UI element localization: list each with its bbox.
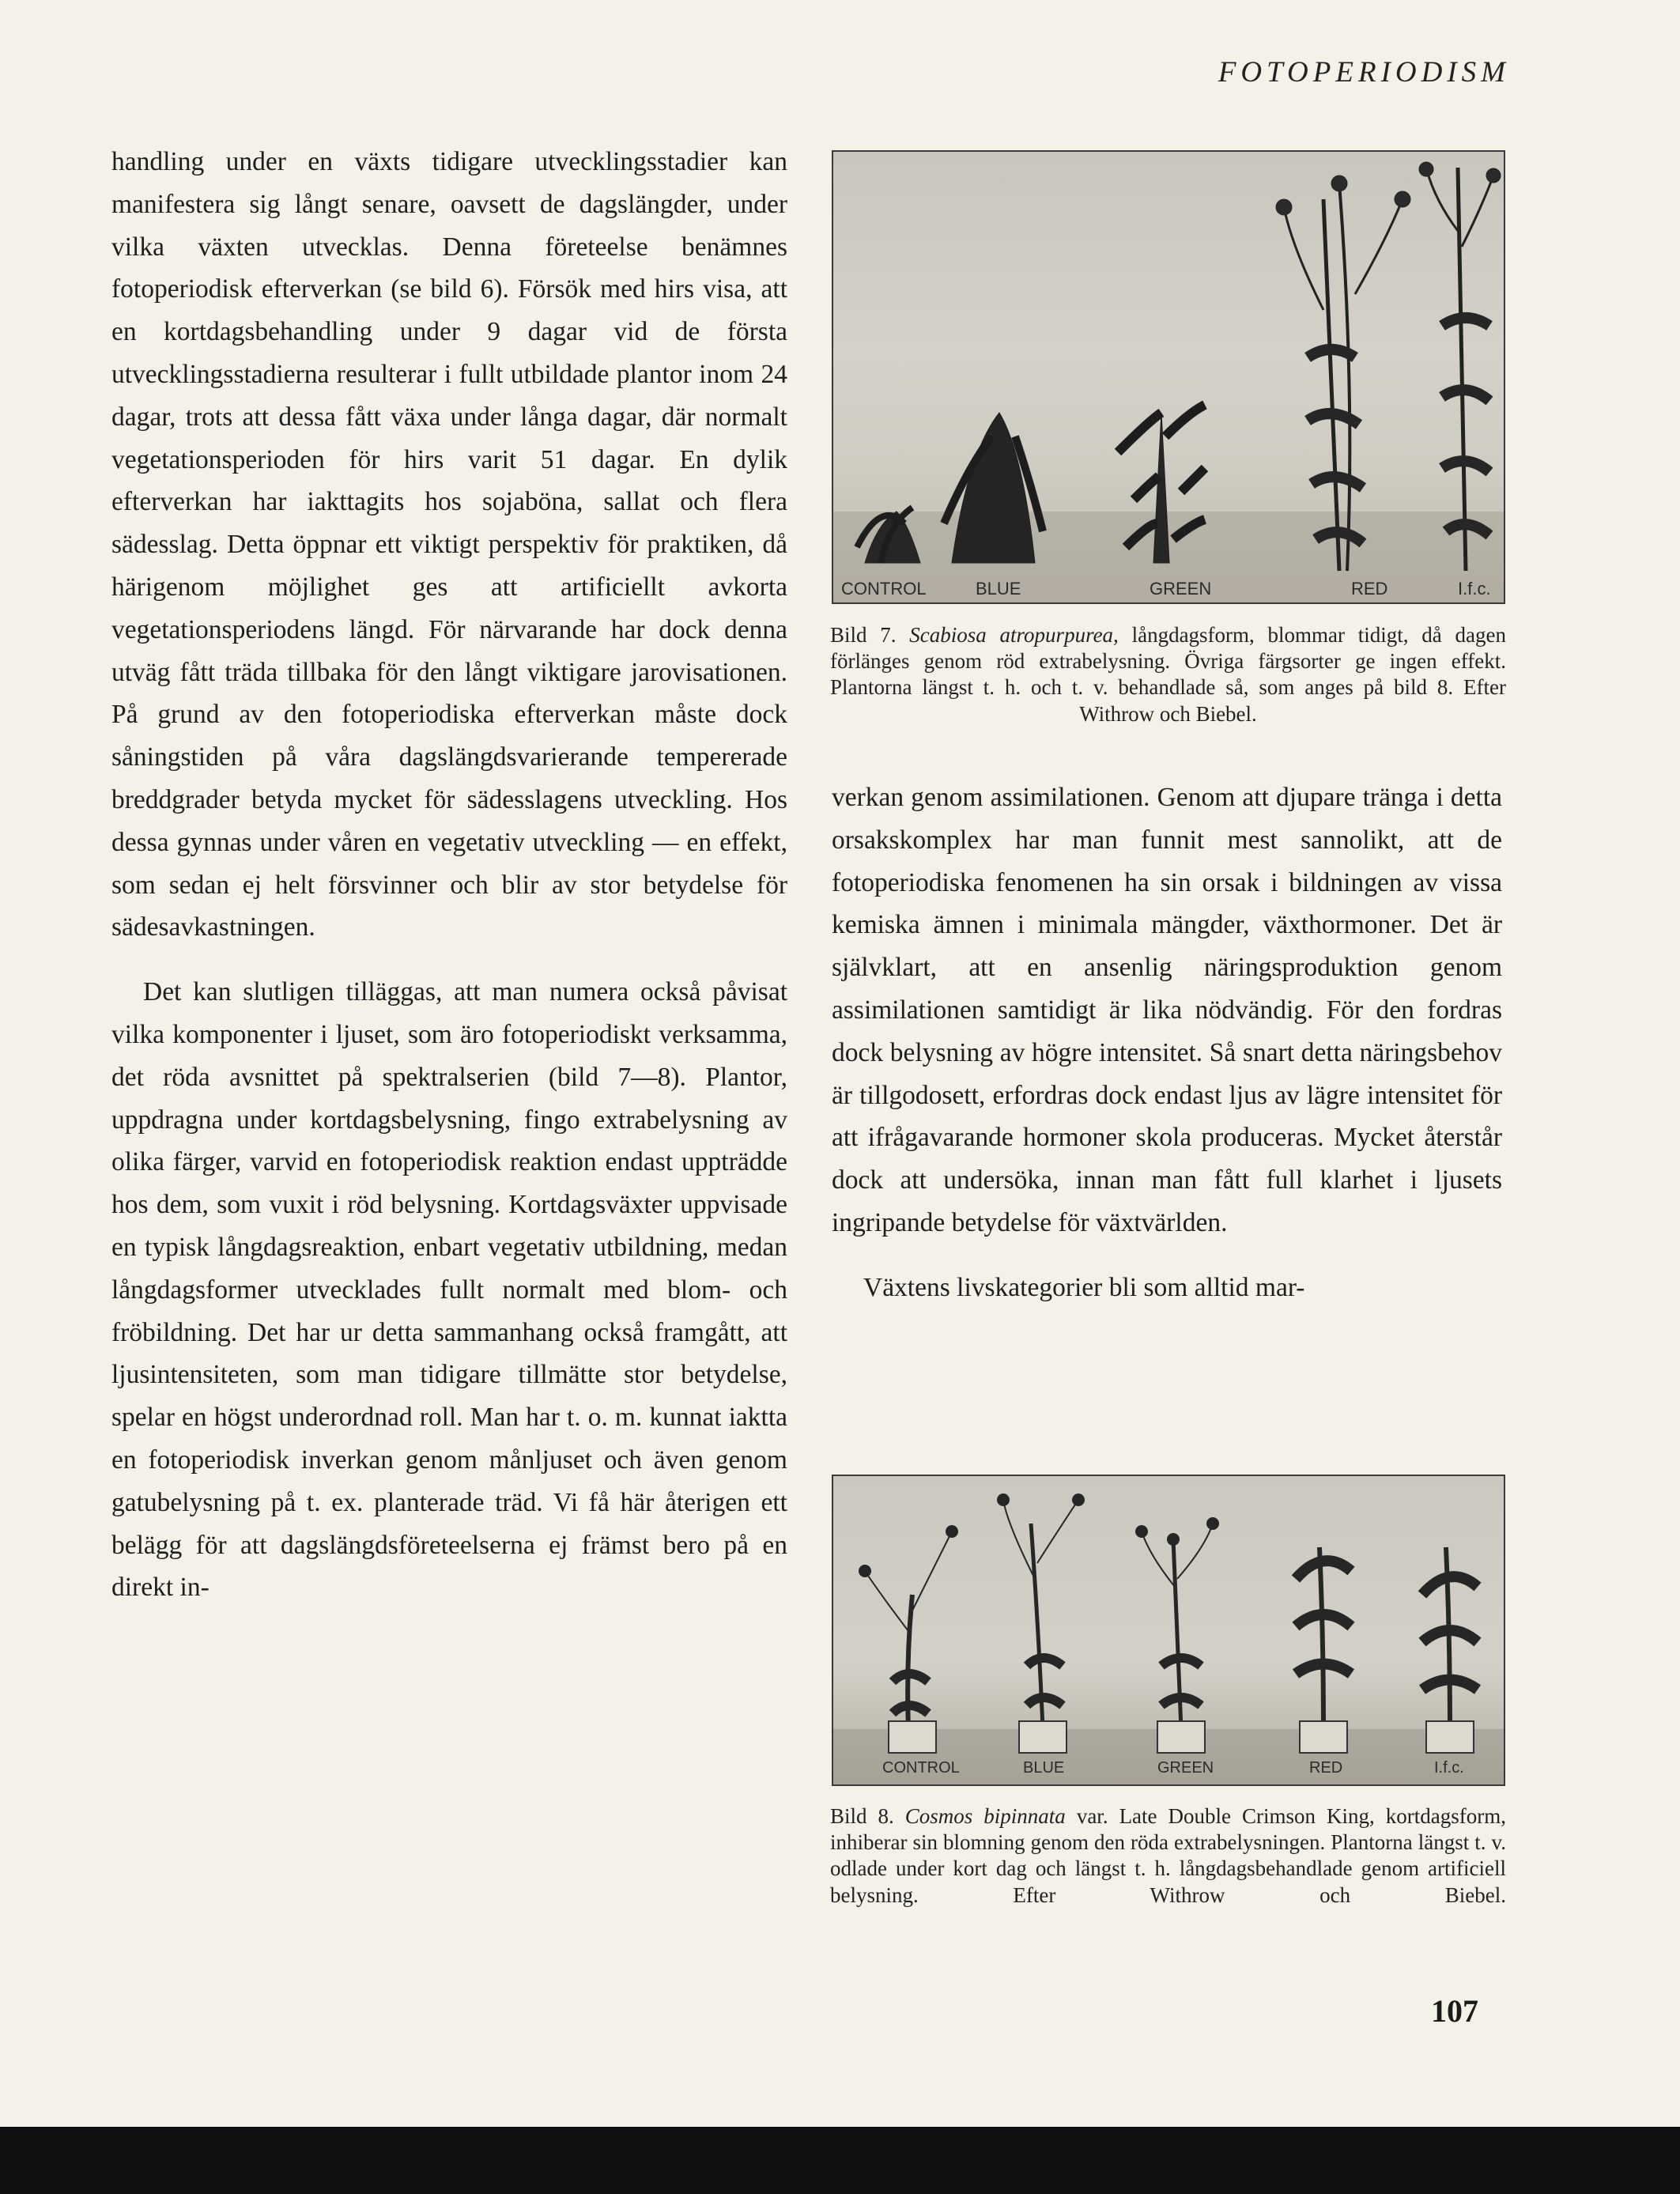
fig1-label-red: RED [1351, 579, 1388, 599]
page-number: 107 [1431, 1993, 1478, 2029]
fig1-label-green: GREEN [1150, 579, 1212, 599]
page-bottom-edge [0, 2127, 1680, 2194]
cosmos-plant-control [865, 1531, 952, 1753]
fig2-label-green: GREEN [1157, 1759, 1214, 1777]
figure-1-caption [830, 622, 1506, 727]
plant-blue [944, 413, 1043, 563]
running-header: FOTOPERIODISM [1218, 56, 1510, 89]
figure-2-caption-lead: Bild 8. [830, 1804, 894, 1828]
fig2-label-control: CONTROL [882, 1759, 960, 1777]
fig1-label-blue: BLUE [976, 579, 1021, 599]
fig2-label-lfc: I.f.c. [1434, 1759, 1464, 1777]
figure-2-photo [832, 1475, 1505, 1786]
figure-2-caption [830, 1803, 1506, 1909]
fig1-label-control: CONTROL [841, 579, 927, 599]
right-paragraph-1: verkan genom assimilationen. Genom att djupare tränga i detta orsakskomplex har man funnit mest sannolikt, att de fotoperiodiska fenomenen ha sin orsak i bildningen av vissa kemiska ämnen i minimala mängder, växthormoner. Det är självklart, att en ansenlig näringsproduktion genom assimilationen samtidigt är lika nödvändig. För den fordras dock belysning av högre intensitet. Så snart detta näringsbehov är tillgodosett, erfordras dock endast ljus av lägre intensitet för att ifrågavarande hormoner skola produceras. Mycket återstår dock att undersöka, innan man fått full klarhet i ljusets ingripande betydelse för växtvärlden. [832, 783, 1502, 1237]
figure-1-photo [832, 150, 1505, 604]
left-paragraph-1: handling under en växts tidigare utvecklingsstadier kan manifestera sig långt senare, oavsett de dagslängder, under vilka växten utvecklas. Denna företeelse benämnes fotoperiodisk efterverkan (se bild 6). Försök med hirs visa, att en kortdagsbehandling under 9 dagar vid de första utvecklingsstadierna resulterar i fullt utbildade plantor inom 24 dagar, trots att dessa fått växa under långa dagar, där normalt vegetationsperioden för hirs varit 51 dagar. En dylik efterverkan har iakttagits hos sojaböna, sallat och flera sädesslag. Detta öppnar ett viktigt perspektiv för praktiken, då härigenom möjlighet ges att artificiellt avkorta vegetationsperiodens längd. För närvarande har dock denna utväg fått träda tillbaka för den långt viktigare jarovisationen. På grund av den fotoperiodiska efterverkan måste dock såningstiden på våra dagslängdsvarierande tempererade breddgrader betyda mycket för sädesslagens utveckling. Hos dessa gynnas under våren en vegetativ utveckling — en effekt, som sedan ej helt försvinner och blir av stor betydelse för sädesavkastningen. [111, 147, 787, 942]
cosmos-plant-red [1296, 1547, 1351, 1753]
fig2-label-blue: BLUE [1023, 1759, 1065, 1777]
figure-1-caption-species: Scabiosa atropurpurea, [909, 623, 1119, 647]
right-column [832, 776, 1502, 1309]
figure-2-caption-species: Cosmos bipinnata [904, 1804, 1066, 1828]
fig2-label-red: RED [1309, 1759, 1343, 1777]
cosmos-plant-blue [1003, 1500, 1078, 1753]
figure-2-caption-text: var. Late Double Crimson King, kortdagsform, inhiberar sin blomning genom den röda extrabelysningen. Plantorna längst t. v. odlade under kort dag och längst t. h. långdagsbehandlade genom artificiell belysning. Efter Withrow och Biebel. [830, 1804, 1507, 1907]
figure-1-caption-text: långdagsform, blommar tidigt, då dagen förlänges genom röd extrabelysning. Övriga färgsorter ge ingen effekt. Plantorna längst t. h. och t. v. behandlade så, som anges på bild 8. Efter Withrow och Biebel. [830, 623, 1507, 726]
left-column [111, 141, 787, 1609]
fig1-label-lfc: I.f.c. [1458, 579, 1491, 599]
left-paragraph-2: Det kan slutligen tilläggas, att man numera också påvisat vilka komponenter i ljuset, som äro fotoperiodiskt verksamma, det röda avsnittet på spektralserien (bild 7—8). Plantor, uppdragna under kortdagsbelysning, fingo extrabelysning av olika färger, varvid en fotoperiodisk reaktion endast uppträdde hos dem, som vuxit i röd belysning. Kortdagsväxter uppvisade en typisk långdagsreaktion, enbart vegetativ utbildning, medan långdagsformer utvecklades fullt normalt med blom- och fröbildning. Det har ur detta sammanhang också framgått, att ljusintensiteten, som man tidigare tillmätte stor betydelse, spelar en högst underordnad roll. Man har t. o. m. kunnat iaktta en fotoperiodisk inverkan genom månljuset och även genom gatubelysning på t. ex. planterade träd. Vi få här återigen ett belägg för att dagslängdsföreteelserna ej främst bero på en direkt in- [111, 977, 787, 1603]
cosmos-plant-lfc [1422, 1547, 1478, 1753]
right-paragraph-2: Växtens livskategorier bli som alltid mar- [863, 1272, 1305, 1302]
figure-1-caption-lead: Bild 7. [830, 623, 897, 647]
cosmos-plant-green [1142, 1524, 1213, 1753]
